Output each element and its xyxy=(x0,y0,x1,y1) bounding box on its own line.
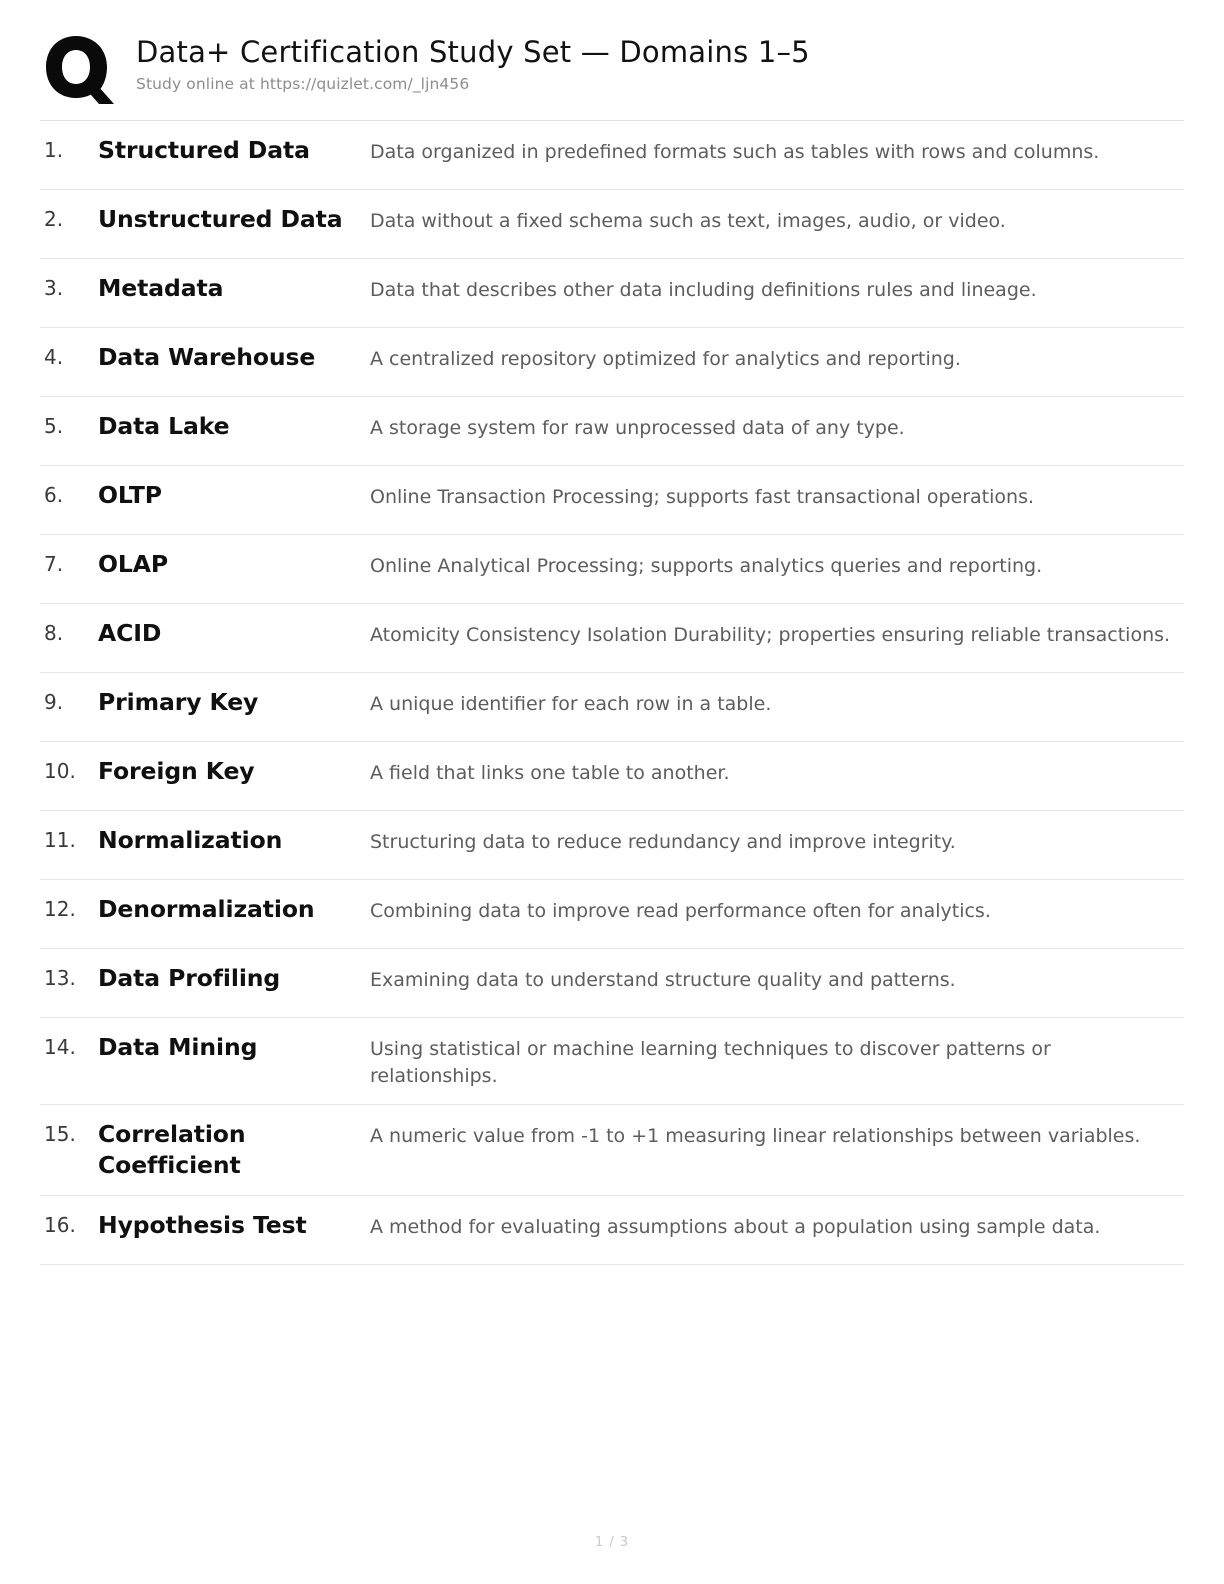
card-term: Hypothesis Test xyxy=(98,1210,307,1239)
card-number: 4. xyxy=(44,345,64,369)
list-item xyxy=(40,949,1184,1018)
card-definition: A centralized repository optimized for analytics and reporting. xyxy=(370,348,961,370)
card-term: OLAP xyxy=(98,550,168,578)
list-item xyxy=(40,466,1184,535)
card-term: Metadata xyxy=(98,274,224,302)
card-number: 6. xyxy=(44,483,64,507)
card-number: 15. xyxy=(44,1121,76,1146)
card-number: 9. xyxy=(44,690,64,714)
card-definition: Data that describes other data including definitions rules and lineage. xyxy=(370,279,1037,301)
card-number: 12. xyxy=(44,897,76,921)
card-term: Data Mining xyxy=(98,1033,258,1061)
card-term: Denormalization xyxy=(98,895,315,923)
list-item xyxy=(40,397,1184,466)
card-number: 1. xyxy=(44,138,64,162)
card-term: Data Warehouse xyxy=(98,343,316,371)
card-number: 8. xyxy=(44,621,64,645)
card-definition: A method for evaluating assumptions about a population using sample data. xyxy=(370,1215,1101,1238)
study-online-link[interactable]: Study online at https://quizlet.com/_ljn456 xyxy=(136,75,470,94)
list-item xyxy=(40,328,1184,397)
card-number: 13. xyxy=(44,966,76,990)
card-term: OLTP xyxy=(98,481,162,509)
card-number: 14. xyxy=(44,1035,76,1059)
flashcard-list xyxy=(40,120,1184,1265)
document-header xyxy=(40,28,1184,110)
card-definition: Combining data to improve read performance often for analytics. xyxy=(370,900,991,922)
list-item xyxy=(40,604,1184,673)
card-definition: A unique identifier for each row in a table. xyxy=(370,693,772,715)
list-item xyxy=(40,121,1184,190)
list-item xyxy=(40,259,1184,328)
header-text-block xyxy=(120,28,810,93)
list-item xyxy=(40,811,1184,880)
card-definition: Online Analytical Processing; supports analytics queries and reporting. xyxy=(370,555,1043,577)
list-item xyxy=(40,673,1184,742)
card-number: 2. xyxy=(44,207,64,231)
card-definition: Atomicity Consistency Isolation Durability; properties ensuring reliable transactions. xyxy=(370,624,1171,646)
list-item xyxy=(40,535,1184,604)
list-item xyxy=(40,1018,1184,1105)
card-definition: Structuring data to reduce redundancy and improve integrity. xyxy=(370,831,956,853)
card-number: 11. xyxy=(44,828,76,852)
card-term: Structured Data xyxy=(98,136,310,164)
card-term: Unstructured Data xyxy=(98,205,343,233)
card-definition: Online Transaction Processing; supports fast transactional operations. xyxy=(370,486,1035,508)
quizlet-q-logo-icon xyxy=(42,32,120,110)
card-term: Foreign Key xyxy=(98,757,255,785)
card-term: ACID xyxy=(98,619,162,647)
card-term: Data Lake xyxy=(98,412,230,440)
list-item xyxy=(40,742,1184,811)
card-number: 16. xyxy=(44,1212,76,1237)
card-definition: Examining data to understand structure quality and patterns. xyxy=(370,969,956,991)
card-number: 3. xyxy=(44,276,64,300)
card-term: Data Profiling xyxy=(98,964,281,992)
card-definition: A field that links one table to another. xyxy=(370,762,730,784)
list-item xyxy=(40,1105,1184,1196)
list-item xyxy=(40,880,1184,949)
card-term: Normalization xyxy=(98,826,283,854)
card-definition: Data without a fixed schema such as text, images, audio, or video. xyxy=(370,210,1006,232)
card-definition: A storage system for raw unprocessed data of any type. xyxy=(370,417,905,439)
card-number: 7. xyxy=(44,552,64,576)
card-definition: Data organized in predefined formats such as tables with rows and columns. xyxy=(370,141,1100,163)
card-term: Primary Key xyxy=(98,688,259,716)
list-item xyxy=(40,1196,1184,1265)
card-number: 10. xyxy=(44,759,76,783)
card-term: Correlation Coefficient xyxy=(98,1119,246,1179)
card-definition: A numeric value from -1 to +1 measuring linear relationships between variables. xyxy=(370,1124,1141,1147)
page-title: Data+ Certification Study Set — Domains 1–5 xyxy=(136,35,810,69)
list-item xyxy=(40,190,1184,259)
card-number: 5. xyxy=(44,414,64,438)
page-number: 1 / 3 xyxy=(594,1535,630,1550)
card-definition: Using statistical or machine learning techniques to discover patterns or relationships. xyxy=(370,1038,1051,1087)
